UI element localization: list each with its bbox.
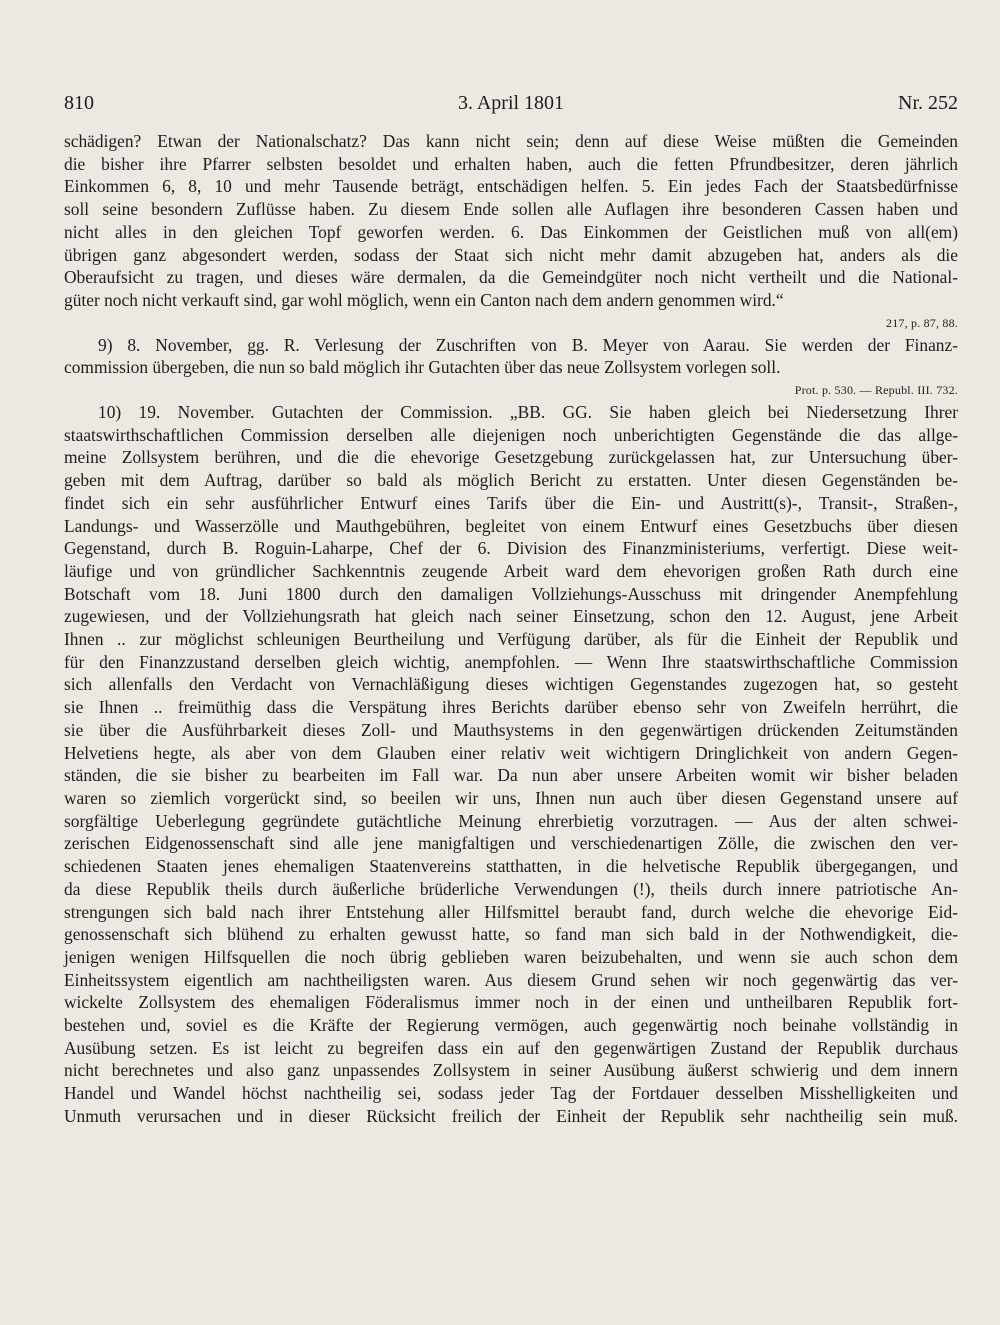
text-line: Botschaft vom 18. Juni 1800 durch den damaligen Vollziehungs-Ausschuss mit dringender Anempfehlung: [64, 583, 958, 604]
running-header: [64, 92, 958, 122]
text-line: übrigen ganz abgesondert werden, sodass der Staat sich nicht mehr damit abzugeben hat, anders als die: [64, 244, 958, 265]
text-line: zugewiesen, und der Vollziehungsrath hat gleich nach seiner Einsetzung, schon den 12. August, jene Arbeit: [64, 606, 958, 627]
text-line: sie Ihnen .. freimüthig dass die Verspätung ihres Berichts darüber ebenso sehr von Zweifeln herrührt, die: [64, 697, 958, 718]
text-line: Handel und Wandel höchst nachtheilig sei, sodass jeder Tag der Fortdauer desselben Misshelligkeiten und: [64, 1083, 958, 1104]
text-line: güter noch nicht verkauft sind, gar wohl möglich, wenn ein Canton nach dem andern genommen wird.“: [64, 289, 784, 310]
text-line: Landungs- und Wasserzölle und Mauthgebühren, begleitet von einem Entwurf eines Gesetzbuchs über diesen: [64, 515, 958, 536]
source-reference: 217, p. 87, 88.: [886, 315, 958, 330]
text-line: zerischen Eidgenossenschaft sind alle jene manigfaltigen und verschiedenartigen Zölle, die zwischen den ver-: [64, 833, 958, 854]
text-line: 10) 19. November. Gutachten der Commission. „BB. GG. Sie haben gleich bei Niedersetzung Ihrer: [98, 402, 958, 423]
text-line: Einkommen 6, 8, 10 und mehr Tausende beträgt, entschädigen helfen. 5. Ein jedes Fach der Staatsbedürfnisse: [64, 176, 958, 197]
text-line: Unmuth verursachen und in dieser Rücksicht freilich der Einheit der Republik sehr nachtheilig sein muß.: [64, 1105, 958, 1126]
text-line: bestehen und, soviel es die Kräfte der Regierung vermögen, auch gegenwärtig noch beinahe vollständig in: [64, 1015, 958, 1036]
paragraph-entry-10: [64, 401, 958, 1128]
document-number: Nr. 252: [898, 92, 958, 114]
source-reference: Prot. p. 530. — Republ. III. 732.: [794, 383, 958, 398]
text-line: sich allenfalls den Verdacht von Vernachläßigung dieses wichtigen Gegenstandes zugezogen hat, so gesteht: [64, 674, 958, 695]
body-text: [64, 130, 958, 1128]
text-line: die bisher ihre Pfarrer selbsten besoldet und erhalten haben, auch die fetten Pfrundbesitzer, deren jährlich: [64, 153, 958, 174]
text-line: wickelte Zollsystem des ehemaligen Föderalismus immer noch in der einen und untheilbaren Republik fort-: [64, 992, 958, 1013]
text-line: sorgfältige Ueberlegung gegründete gutächtliche Meinung ehrerbietig vorzutragen. — Aus der alten schwei-: [64, 810, 958, 831]
text-line: Oberaufsicht zu tragen, und dieses wäre dermalen, da die Gemeindgüter noch nicht vertheilt und die National-: [64, 267, 958, 288]
page-number: 810: [64, 92, 94, 114]
text-line: schädigen? Etwan der Nationalschatz? Das kann nicht sein; denn auf diese Weise müßten die Gemeinden: [64, 131, 958, 151]
text-line: sie über die Ausführbarkeit dieses Zoll- und Mauthsystems in den gegenwärtigen drückenden Zeitumständen: [64, 719, 958, 740]
text-line: Einheitssystem eigentlich am nachtheiligsten waren. Aus diesem Grund sehen wir noch gegenwärtig das ver-: [64, 969, 958, 990]
text-line: meine Zollsystem berühren, und die die ehevorige Gesetzgebung zurückgelassen hat, zur Untersuchung über-: [64, 447, 958, 468]
text-line: Ausübung setzen. Es ist leicht zu begreifen dass ein auf den gegenwärtigen Zustand der Republik durchaus: [64, 1037, 958, 1058]
text-line: geben mit dem Auftrag, darüber so bald als möglich Bericht zu erstatten. Unter diesen Gegenständen be-: [64, 470, 958, 491]
header-date: 3. April 1801: [457, 92, 565, 114]
text-line: nicht berechnetes und also ganz unpassendes Zollsystem in seiner Ausübung äußerst schwierig und dem innern: [64, 1060, 958, 1081]
paragraph-continuation: [64, 130, 958, 312]
text-line: schiedenen Staaten jenes ehemaligen Staatenvereins statthatten, in die helvetische Republik übergegangen, und: [64, 856, 958, 877]
text-line: da diese Republik theils durch äußerliche brüderliche Verwendungen (!), theils durch innere patriotische An-: [64, 878, 958, 899]
text-line: für den Finanzzustand derselben gleich wichtig, anempfohlen. — Wenn Ihre staatswirthschaftliche Commission: [64, 651, 958, 672]
text-line: Helvetiens hegte, als aber von dem Glauben einer relativ weit wichtigern Dringlichkeit von andern Gegen-: [64, 742, 958, 763]
text-line: 9) 8. November, gg. R. Verlesung der Zuschriften von B. Meyer von Aarau. Sie werden der Finanz-: [98, 334, 958, 355]
text-line: findet sich ein sehr ausführlicher Entwurf eines Tarifs über die Ein- und Austritt(s)-, Transit-, Straßen-,: [64, 492, 958, 513]
text-line: strengungen sich bald nach ihrer Entstehung aller Hilfsmittel beraubt fand, durch welche die ehevorige Eid-: [64, 901, 958, 922]
text-line: läufige und von gründlicher Sachkenntnis zeugende Arbeit ward dem ehevorigen großen Rath durch eine: [64, 560, 958, 581]
text-line: nicht alles in den gleichen Topf geworfen werden. 6. Das Einkommen der Geistlichen muß von all(em): [64, 221, 958, 242]
paragraph-entry-9: [64, 334, 958, 379]
text-line: Gegenstand, durch B. Roguin-Laharpe, Chef der 6. Division des Finanzministeriums, verfertigt. Diese weit-: [64, 538, 958, 559]
text-line: ständen, die sie bisher zu bearbeiten im Fall war. Da nun aber unsere Arbeiten womit wir bisher beladen: [64, 765, 958, 786]
text-line: jenigen wenigen Hilfsquellen die noch übrig geblieben waren beizubehalten, und wenn sie auch schon dem: [64, 946, 958, 967]
text-line: waren so ziemlich vorgerückt sind, so beeilen wir uns, Ihnen nun auch über diesen Gegenstand unsere auf: [64, 787, 958, 808]
text-line: Ihnen .. zur möglichst schleunigen Beurtheilung und Verfügung darüber, als für die Einheit der Republik und: [64, 629, 958, 650]
text-line: staatswirthschaftlichen Commission derselben alle diejenigen noch unberichtigten Gegenstände die das allge-: [64, 424, 958, 445]
text-line: genossenschaft sich blühend zu erhalten gewusst hatte, so fand man sich bald in der Nothwendigkeit, die-: [64, 924, 958, 945]
text-line: soll seine besondern Zuflüsse haben. Zu diesem Ende sollen alle Auflagen ihre besonderen Cassen haben und: [64, 199, 958, 220]
text-line: commission übergeben, die nun so bald möglich ihr Gutachten über das neue Zollsystem vorlegen soll.: [64, 357, 781, 378]
